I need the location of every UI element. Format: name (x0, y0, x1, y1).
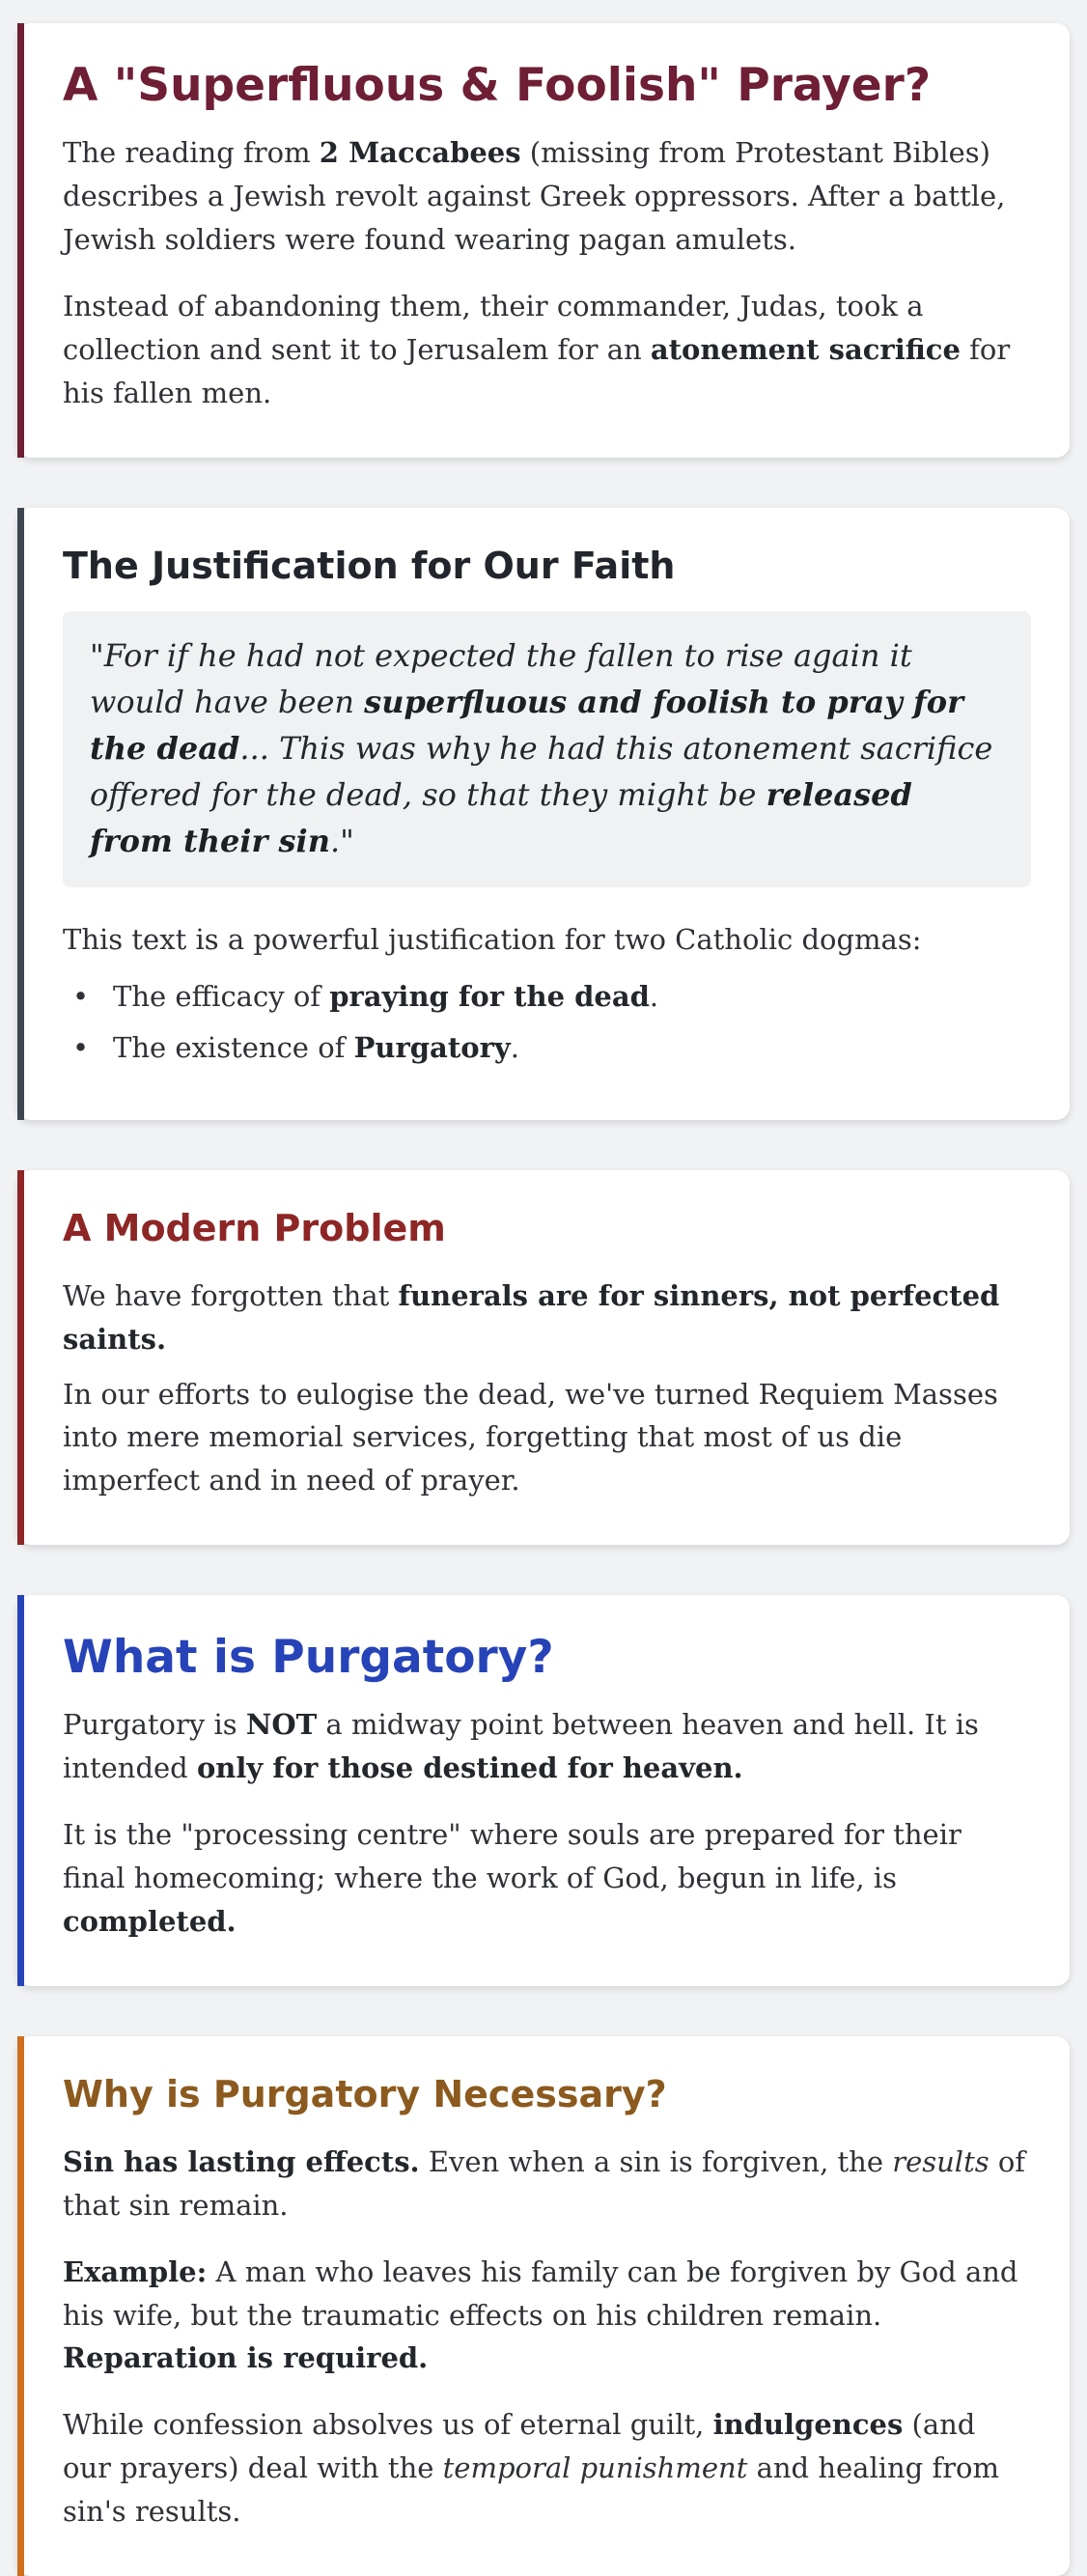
text: The reading from (63, 136, 320, 170)
emphasis: Reparation is required. (63, 2341, 429, 2375)
text: ." (329, 823, 354, 860)
italic-text: temporal punishment (442, 2451, 748, 2485)
text: A man who leaves his family can be forgiven by God and his wife, but the traumatic effects on his children remain. (63, 2254, 1018, 2332)
dogma-list (63, 975, 1031, 1070)
emphasis: released from their sin (90, 776, 912, 860)
card-what-is-purgatory (17, 1595, 1070, 1986)
paragraph (63, 1274, 1031, 1361)
paragraph: This text is a powerful justification for two Catholic dogmas: (63, 923, 922, 957)
emphasis: indulgences (712, 2408, 904, 2442)
text: (missing from Protestant Bibles) describes a Jewish revolt against Greek oppressors. After a battle, Jewish soldiers were found wearing pagan amulets. (63, 136, 1006, 256)
paragraph (63, 2141, 1031, 2227)
paragraph (63, 2251, 1031, 2381)
text: It is the "processing centre" where souls are prepared for their final homecoming; where the work of God, begun in life, is (63, 1818, 962, 1895)
emphasis: completed. (63, 1905, 237, 1939)
text: (and our prayers) deal with the (63, 2408, 976, 2485)
card-why-purgatory-necessary (17, 2036, 1070, 2576)
card-title: A Modern Problem (63, 1207, 446, 1250)
card-title: What is Purgatory? (63, 1631, 554, 1685)
paragraph (63, 2403, 1031, 2534)
text: ... This was why he had this atonement sacrifice offered for the dead, so that they might be (90, 730, 993, 814)
emphasis: Purgatory (353, 1031, 511, 1065)
italic-text: results (892, 2144, 989, 2178)
card-superfluous-prayer (17, 23, 1070, 458)
text: and healing from sin's results. (63, 2451, 1000, 2529)
scripture-quote (63, 611, 1031, 887)
paragraph (63, 1813, 1031, 1944)
emphasis: superfluous and foolish to pray for the dead (90, 684, 963, 768)
text: While confession absolves us of eternal guilt, (63, 2408, 713, 2442)
card-title: Why is Purgatory Necessary? (63, 2073, 667, 2116)
text: The existence of (113, 1031, 354, 1065)
paragraph (63, 285, 1031, 415)
text: Purgatory is (63, 1708, 246, 1742)
text: Instead of abandoning them, their commander, Judas, took a collection and sent it to Jerusalem for an (63, 289, 924, 366)
text: Even when a sin is forgiven, the (419, 2144, 893, 2178)
emphasis: 2 Maccabees (319, 136, 521, 170)
text: . (510, 1031, 519, 1065)
emphasis: Example: (63, 2254, 208, 2288)
emphasis: Sin has lasting effects. (63, 2144, 420, 2178)
text: of that sin remain. (63, 2144, 1026, 2222)
text: . (649, 980, 659, 1014)
paragraph: In our efforts to eulogise the dead, we've turned Requiem Masses into mere memorial services, forgetting that most of us die imperfect and in need of prayer. (63, 1377, 998, 1498)
emphasis: praying for the dead (329, 980, 650, 1014)
list-item (63, 975, 1031, 1019)
text: a midway point between heaven and hell. It is intended (63, 1708, 979, 1785)
emphasis: atonement sacrifice (650, 332, 961, 366)
paragraph (63, 1703, 1031, 1790)
text: for his fallen men. (63, 332, 1011, 409)
card-title: A "Superfluous & Foolish" Prayer? (63, 59, 932, 112)
emphasis: NOT (245, 1708, 318, 1742)
emphasis: funerals are for sinners, not perfected saints. (63, 1278, 1000, 1356)
card-modern-problem (17, 1170, 1070, 1545)
paragraph (63, 131, 1031, 262)
text: "For if he had not expected the fallen to rise again it would have been (90, 637, 912, 721)
text: We have forgotten that (63, 1278, 399, 1312)
card-title: The Justification for Our Faith (63, 544, 676, 587)
emphasis: only for those destined for heaven. (196, 1751, 743, 1785)
card-justification (17, 508, 1070, 1120)
text: The efficacy of (113, 980, 330, 1014)
list-item (63, 1026, 1031, 1070)
